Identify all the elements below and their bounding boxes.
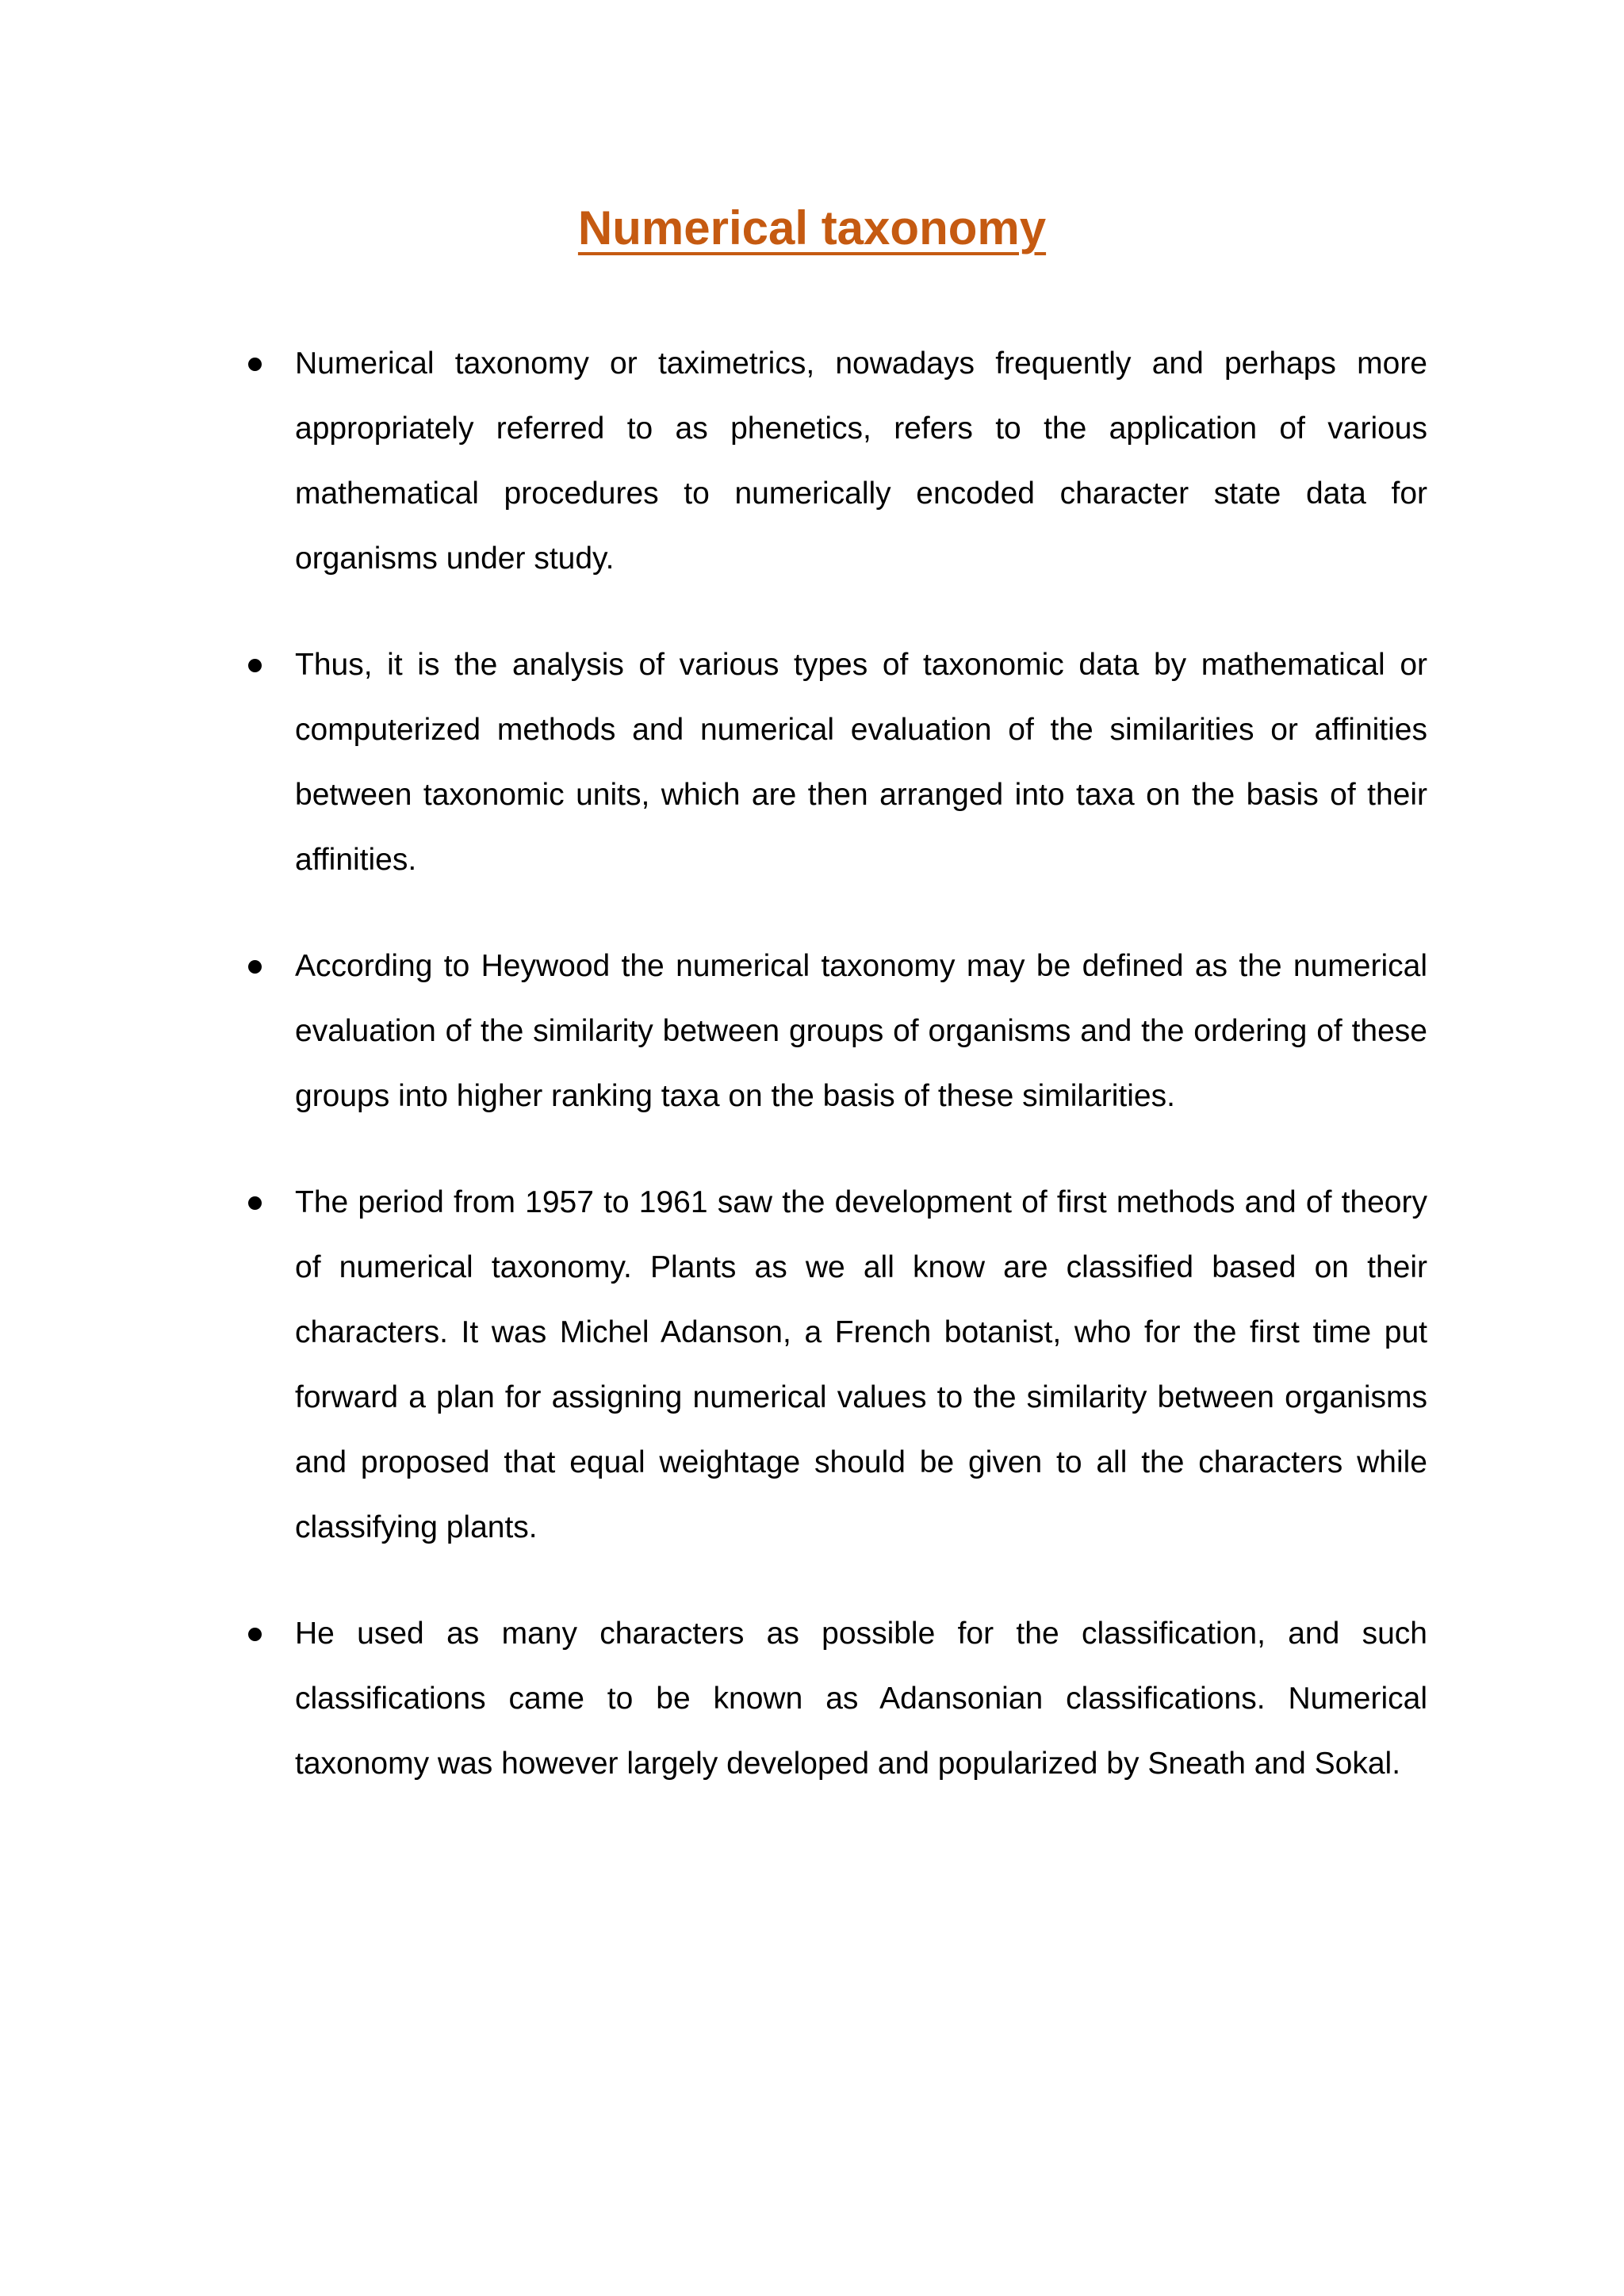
bullet-icon (248, 659, 262, 672)
bullet-text: He used as many characters as possible for the classification, and such classifications came to be known as Adansonian classifications. Numerical taxonomy was however largely developed and popularized by Sneath and Sokal. (295, 1617, 1427, 1781)
bullet-icon (248, 960, 262, 974)
bullet-icon (248, 1628, 262, 1641)
bullet-text: Thus, it is the analysis of various types of taxonomic data by mathematical or computerized methods and numerical evaluation of the similarities or affinities between taxonomic units, which are then arranged into taxa on the basis of their affinities. (295, 648, 1427, 877)
bullet-icon (248, 1196, 262, 1210)
bullet-list (295, 331, 1427, 1838)
bullet-text: The period from 1957 to 1961 saw the development of first methods and of theory of numerical taxonomy. Plants as we all know are classified based on their characters. It was Michel Adanson, a French botanist, who for the first time put forward a plan for assigning numerical values to the similarity between organisms and proposed that equal weightage should be given to all the characters while classifying plants. (295, 1185, 1427, 1544)
page-title: Numerical taxonomy (577, 201, 1047, 254)
bullet-text: According to Heywood the numerical taxonomy may be defined as the numerical evaluation of the similarity between groups of organisms and the ordering of these groups into higher ranking taxa on the basis of these similarities. (295, 949, 1427, 1113)
bullet-icon (248, 358, 262, 371)
list-item (295, 934, 1427, 1129)
list-item (295, 1170, 1427, 1560)
bullet-text: Numerical taxonomy or taximetrics, nowadays frequently and perhaps more appropriately referred to as phenetics, refers to the application of various mathematical procedures to numerically encoded character state data for organisms under study. (295, 346, 1427, 576)
list-item (295, 331, 1427, 591)
list-item (295, 1601, 1427, 1797)
list-item (295, 633, 1427, 893)
